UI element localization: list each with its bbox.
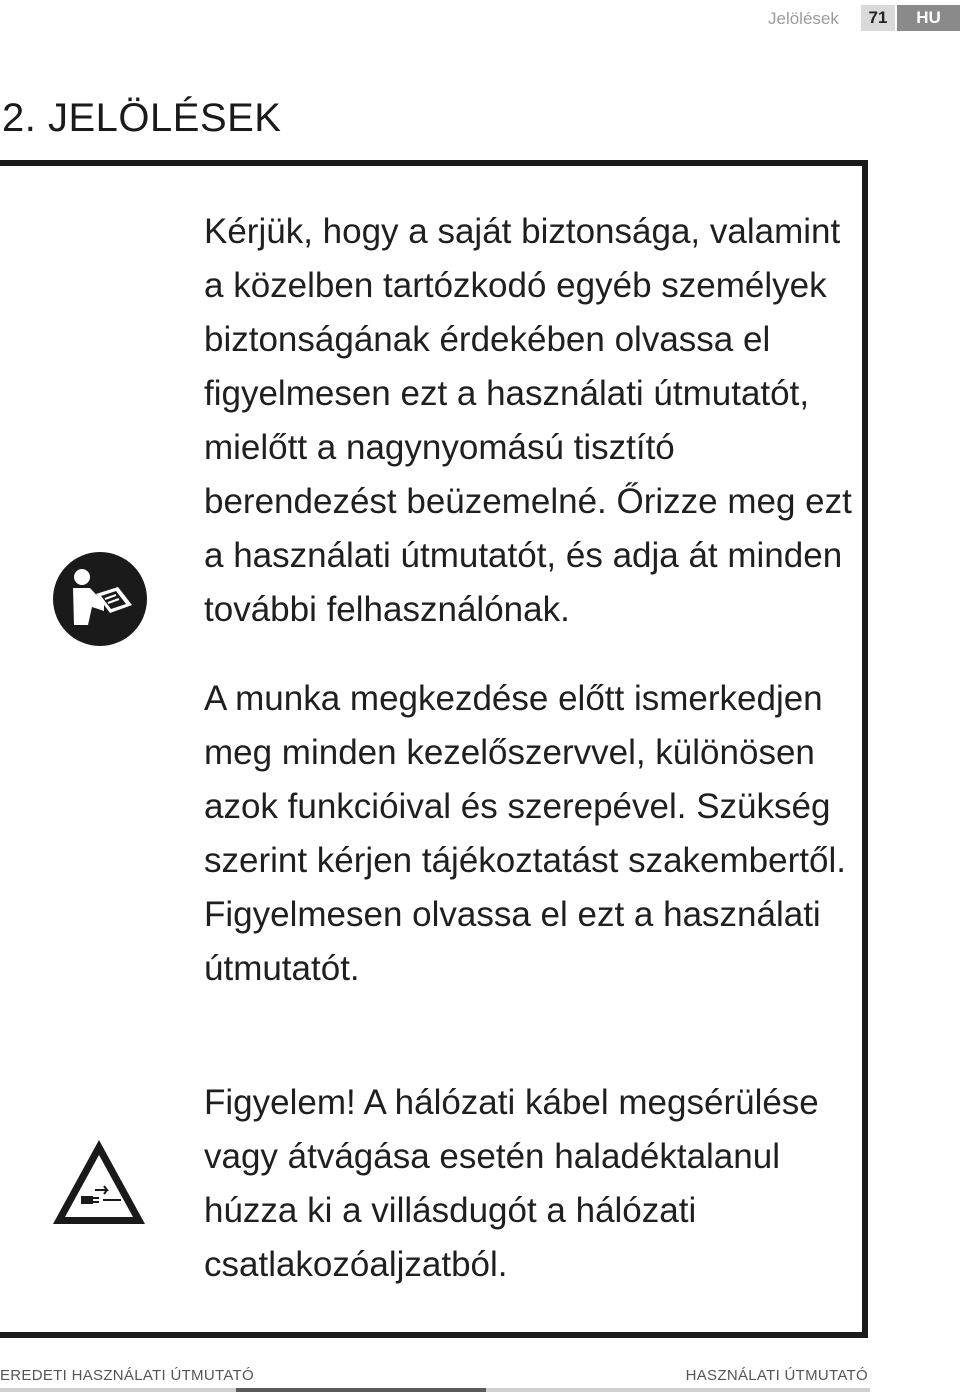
- language-badge: HU: [897, 5, 960, 31]
- footer-right-label: HASZNÁLATI ÚTMUTATÓ: [685, 1367, 868, 1384]
- intro-paragraph: Kérjük, hogy a saját biztonsága, valamint a közelben tartózkodó egyéb személyek biztonságának érdekében olvassa el figyelmesen ezt a használati útmutatót, mielőtt a nagynyomású tisztító berendezést beüzemelné. Őrizze meg ezt a használati útmutatót, és adja át minden további felhasználónak.: [204, 212, 852, 629]
- footer-left-label: EREDETI HASZNÁLATI ÚTMUTATÓ: [0, 1367, 254, 1384]
- unplug-warning-icon: [51, 1138, 147, 1226]
- header-section-label: Jelölések: [768, 9, 839, 28]
- footer-divider-accent: [236, 1388, 486, 1392]
- controls-paragraph: A munka megkezdése előtt ismerkedjen meg minden kezelőszervvel, különösen azok funkcióival és szerepével. Szükség szerint kérjen tájékoztatást szakembertől. Figyelmesen olvassa el ezt a használati útmutatót.: [204, 679, 846, 988]
- warning-paragraph: Figyelem! A hálózati kábel megsérülése vagy átvágása esetén haladéktalanul húzza ki a villásdugót a hálózati csatlakozóaljzatból.: [204, 1083, 819, 1284]
- page-number: 71: [861, 5, 895, 31]
- read-manual-icon: [52, 551, 148, 647]
- section-title: 2. JELÖLÉSEK: [2, 96, 282, 140]
